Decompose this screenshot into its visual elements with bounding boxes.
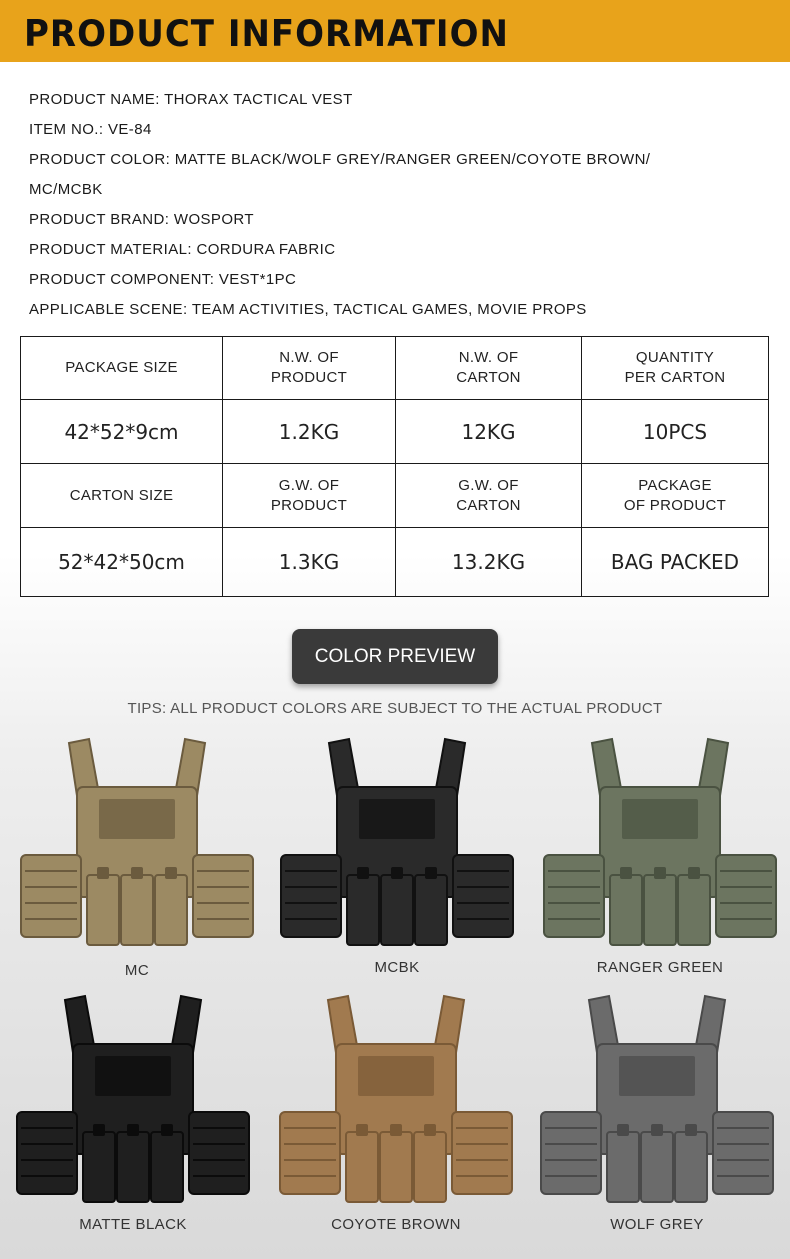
vest-label: COYOTE BROWN	[331, 1216, 461, 1233]
cell-gw-carton-label: G.W. OF CARTON	[396, 464, 582, 528]
vest-pouch-tab	[620, 867, 632, 879]
vest-mag-pouch	[117, 1132, 149, 1202]
vest-image	[276, 992, 516, 1207]
table-row	[21, 337, 769, 400]
vest-pouch-tab	[390, 1124, 402, 1136]
cell-package-value: BAG PACKED	[582, 528, 769, 597]
info-product-name: PRODUCT NAME: THORAX TACTICAL VEST	[29, 91, 353, 108]
product-info-list	[29, 90, 650, 330]
vest-card-mcbk[interactable]	[277, 735, 517, 976]
vest-pouch-tab	[127, 1124, 139, 1136]
table-row	[21, 528, 769, 597]
vest-right-cummerbund	[713, 1112, 773, 1194]
header-banner	[0, 0, 790, 62]
vest-loop-panel	[619, 1056, 695, 1096]
tips-text: TIPS: ALL PRODUCT COLORS ARE SUBJECT TO THE ACTUAL PRODUCT	[127, 700, 663, 717]
vest-card-coyote-brown[interactable]	[276, 992, 516, 1233]
vest-pouch-tab	[391, 867, 403, 879]
vest-pouch-tab	[165, 867, 177, 879]
cell-gw-carton-value: 13.2KG	[396, 528, 582, 597]
vest-left-cummerbund	[544, 855, 604, 937]
vest-image	[13, 992, 253, 1207]
vest-label: MCBK	[374, 959, 420, 976]
cell-nw-product-label: N.W. OF PRODUCT	[223, 337, 396, 400]
info-item-no: ITEM NO.: VE-84	[29, 121, 152, 138]
vest-pouch-tab	[131, 867, 143, 879]
vest-left-cummerbund	[21, 855, 81, 937]
vest-pouch-tab	[161, 1124, 173, 1136]
cell-carton-size-label: CARTON SIZE	[21, 464, 223, 528]
cell-gw-product-value: 1.3KG	[223, 528, 396, 597]
vest-image	[537, 992, 777, 1207]
color-preview-button[interactable]: COLOR PREVIEW	[292, 629, 498, 684]
vest-loop-panel	[622, 799, 698, 839]
vest-pouch-tab	[424, 1124, 436, 1136]
cell-package-size-value: 42*52*9cm	[21, 400, 223, 464]
vest-pouch-tab	[617, 1124, 629, 1136]
vest-loop-panel	[99, 799, 175, 839]
vest-mag-pouch	[414, 1132, 446, 1202]
vest-mag-pouch	[380, 1132, 412, 1202]
vest-image	[277, 735, 517, 950]
vest-right-cummerbund	[453, 855, 513, 937]
table-row	[21, 400, 769, 464]
spec-table	[20, 336, 769, 597]
vest-right-cummerbund	[452, 1112, 512, 1194]
cell-quantity-label: QUANTITY PER CARTON	[582, 337, 769, 400]
vest-mag-pouch	[87, 875, 119, 945]
vest-card-mc[interactable]	[17, 735, 257, 979]
vest-left-cummerbund	[280, 1112, 340, 1194]
vest-right-cummerbund	[193, 855, 253, 937]
cell-nw-carton-label: N.W. OF CARTON	[396, 337, 582, 400]
vest-mag-pouch	[121, 875, 153, 945]
table-row	[21, 464, 769, 528]
cell-gw-product-label: G.W. OF PRODUCT	[223, 464, 396, 528]
info-product-component: PRODUCT COMPONENT: VEST*1PC	[29, 271, 297, 288]
cell-carton-size-value: 52*42*50cm	[21, 528, 223, 597]
vest-mag-pouch	[641, 1132, 673, 1202]
vest-card-matte-black[interactable]	[13, 992, 253, 1233]
vest-pouch-tab	[425, 867, 437, 879]
vest-loop-panel	[359, 799, 435, 839]
vest-pouch-tab	[654, 867, 666, 879]
vest-pouch-tab	[685, 1124, 697, 1136]
vest-mag-pouch	[155, 875, 187, 945]
vest-pouch-tab	[356, 1124, 368, 1136]
vest-mag-pouch	[151, 1132, 183, 1202]
vest-mag-pouch	[415, 875, 447, 945]
vest-mag-pouch	[644, 875, 676, 945]
vest-label: WOLF GREY	[610, 1216, 704, 1233]
vest-left-cummerbund	[541, 1112, 601, 1194]
vest-mag-pouch	[607, 1132, 639, 1202]
vest-loop-panel	[95, 1056, 171, 1096]
cell-nw-product-value: 1.2KG	[223, 400, 396, 464]
info-product-brand: PRODUCT BRAND: WOSPORT	[29, 211, 254, 228]
vest-mag-pouch	[346, 1132, 378, 1202]
vest-left-cummerbund	[281, 855, 341, 937]
vest-image	[17, 735, 257, 950]
cell-package-size-label: PACKAGE SIZE	[21, 337, 223, 400]
vest-label: RANGER GREEN	[596, 959, 724, 976]
vest-card-ranger-green[interactable]	[540, 735, 780, 976]
vest-card-wolf-grey[interactable]	[537, 992, 777, 1233]
info-applicable-scene: APPLICABLE SCENE: TEAM ACTIVITIES, TACTICAL GAMES, MOVIE PROPS	[29, 301, 587, 318]
vest-loop-panel	[358, 1056, 434, 1096]
vest-label: MC	[124, 962, 150, 979]
cell-nw-carton-value: 12KG	[396, 400, 582, 464]
vest-image	[540, 735, 780, 950]
info-product-material: PRODUCT MATERIAL: CORDURA FABRIC	[29, 241, 336, 258]
cell-package-label: PACKAGE OF PRODUCT	[582, 464, 769, 528]
info-product-color: PRODUCT COLOR: MATTE BLACK/WOLF GREY/RANGER GREEN/COYOTE BROWN/	[29, 151, 651, 168]
page-title: PRODUCT INFORMATION	[24, 12, 509, 56]
vest-mag-pouch	[83, 1132, 115, 1202]
vest-pouch-tab	[357, 867, 369, 879]
vest-pouch-tab	[93, 1124, 105, 1136]
cell-quantity-value: 10PCS	[582, 400, 769, 464]
vest-right-cummerbund	[189, 1112, 249, 1194]
vest-right-cummerbund	[716, 855, 776, 937]
vest-left-cummerbund	[17, 1112, 77, 1194]
vest-label: MATTE BLACK	[79, 1216, 187, 1233]
vest-mag-pouch	[610, 875, 642, 945]
vest-pouch-tab	[688, 867, 700, 879]
vest-pouch-tab	[651, 1124, 663, 1136]
vest-mag-pouch	[381, 875, 413, 945]
info-product-color-cont: MC/MCBK	[29, 181, 103, 198]
vest-mag-pouch	[675, 1132, 707, 1202]
vest-mag-pouch	[347, 875, 379, 945]
vest-mag-pouch	[678, 875, 710, 945]
vest-pouch-tab	[97, 867, 109, 879]
